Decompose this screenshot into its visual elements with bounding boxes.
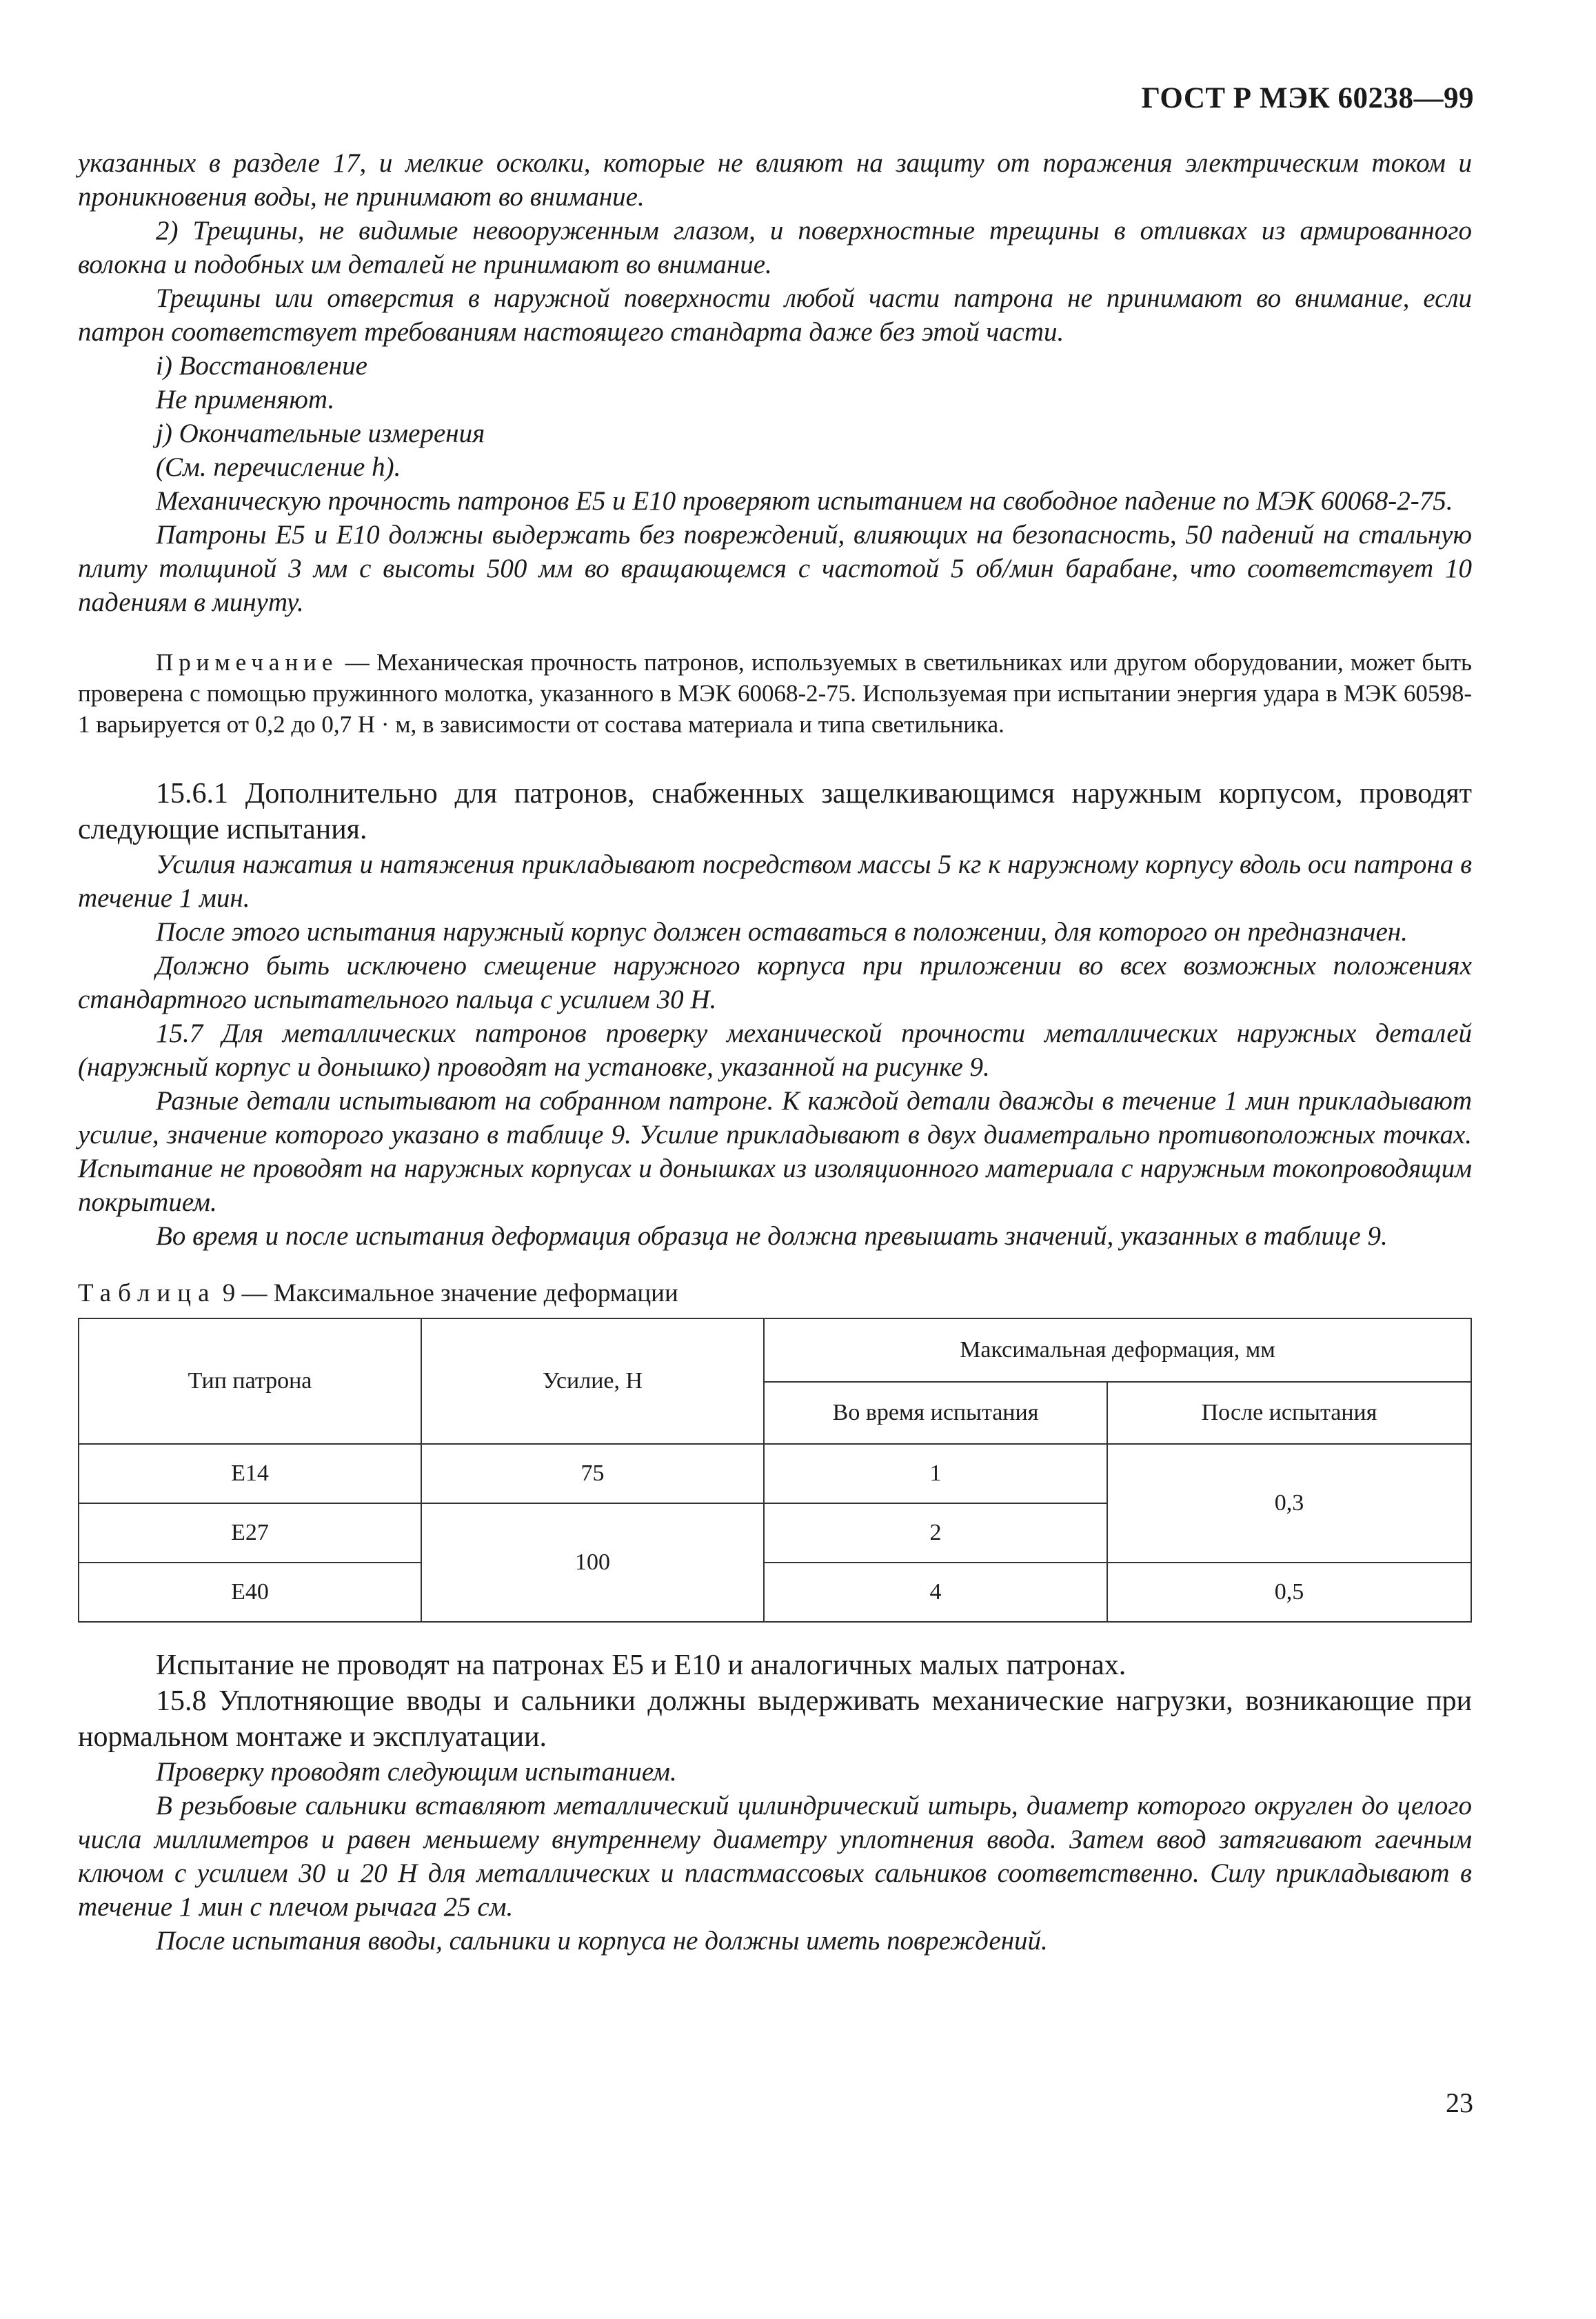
table-row — [79, 1444, 1471, 1503]
header-max-deformation: Максимальная деформация, мм — [764, 1318, 1471, 1382]
cell-during: 1 — [764, 1444, 1107, 1503]
cell-during: 2 — [764, 1503, 1107, 1563]
table-caption-label: Таблица — [78, 1279, 216, 1307]
note-label: Примечание — [156, 649, 339, 676]
paragraph: Разные детали испытывают на собранном патроне. К каждой детали дважды в течение 1 мин прикладывают усилие, значение которого указано в таблице 9. Усилие прикладывают в двух диаметрально противоположных точках. Испытание не проводят на наружных корпусах и донышках из изоляционного материала с наружным токопроводящим покрытием. — [78, 1086, 1472, 1217]
paragraph: 15.7 Для металлических патронов проверку механической прочности металлических наружных деталей (наружный корпус и донышко) проводят на установке, указанной на рисунке 9. — [78, 1018, 1472, 1082]
paragraph: (См. перечисление h). — [156, 452, 401, 482]
page-number: 23 — [1446, 2087, 1473, 2118]
header-during: Во время испытания — [764, 1382, 1107, 1444]
note-text: — Механическая прочность патронов, используемых в светильниках или другом оборудовании, может быть проверена с помощью пружинного молотка, указанного в МЭК 60068-2-75. Используемая при испытании энергия удара в МЭК 60598-1 варьируется от 0,2 до 0,7 Н · м, в зависимости от состава материала и типа светильника. — [78, 649, 1472, 738]
cell-type: E27 — [79, 1503, 421, 1563]
table-caption — [78, 1278, 1472, 1309]
paragraph: В резьбовые сальники вставляют металлический цилиндрический штырь, диаметр которого округлен до целого числа миллиметров и равен меньшему внутреннему диаметру уплотнения ввода. Затем ввод затягивают гаечным ключом с усилием 30 и 20 Н для металлических и пластмассовых сальников соответственно. Силу прикладывают в течение 1 мин с плечом рычага 25 см. — [78, 1791, 1472, 1922]
paragraph: Должно быть исключено смещение наружного корпуса при приложении во всех возможных положениях стандартного испытательного пальца с усилием 30 Н. — [78, 951, 1472, 1014]
document-header: ГОСТ Р МЭК 60238—99 — [1141, 82, 1474, 114]
cell-force: 100 — [421, 1503, 764, 1622]
cell-type: E14 — [79, 1444, 421, 1503]
paragraph: Усилия нажатия и натяжения прикладывают посредством массы 5 кг к наружному корпусу вдоль оси патрона в течение 1 мин. — [78, 850, 1472, 913]
header-after: После испытания — [1107, 1382, 1471, 1444]
cell-type: E40 — [79, 1563, 421, 1622]
list-item-heading: i) Восстановление — [156, 351, 367, 381]
deformation-table — [78, 1318, 1472, 1623]
header-force: Усилие, Н — [421, 1318, 764, 1444]
paragraph: Патроны E5 и E10 должны выдержать без повреждений, влияющих на безопасность, 50 падений на стальную плиту толщиной 3 мм с высоты 500 мм во вращающемся с частотой 5 об/мин барабане, что соответствует 10 падениям в минуту. — [78, 520, 1472, 617]
cell-after: 0,3 — [1107, 1444, 1471, 1563]
paragraph: Во время и после испытания деформация образца не должна превышать значений, указанных в таблице 9. — [156, 1221, 1388, 1251]
section-heading: 15.6.1 Дополнительно для патронов, снабженных защелкивающимся наружным корпусом, проводят следующие испытания. — [78, 778, 1472, 845]
paragraph: Трещины или отверстия в наружной поверхности любой части патрона не принимают во внимание, если патрон соответствует требованиям настоящего стандарта даже без этой части. — [78, 283, 1472, 347]
note — [78, 647, 1472, 740]
list-item-heading: j) Окончательные измерения — [156, 419, 485, 448]
cell-during: 4 — [764, 1563, 1107, 1622]
table-caption-text: 9 — Максимальное значение деформации — [216, 1279, 678, 1307]
paragraph: Не применяют. — [156, 385, 335, 414]
section-heading: 15.8 Уплотняющие вводы и сальники должны выдерживать механические нагрузки, возникающие при нормальном монтаже и эксплуатации. — [78, 1685, 1472, 1753]
paragraph: 2) Трещины, не видимые невооруженным глазом, и поверхностные трещины в отливках из армированного волокна и подобных им деталей не принимают во внимание. — [78, 216, 1472, 279]
paragraph: После испытания вводы, сальники и корпуса не должны иметь повреждений. — [156, 1926, 1048, 1956]
table-row — [79, 1563, 1471, 1622]
cell-after: 0,5 — [1107, 1563, 1471, 1622]
paragraph: указанных в разделе 17, и мелкие осколки, которые не влияют на защиту от поражения электрическим током и проникновения воды, не принимают во внимание. — [78, 148, 1472, 212]
document-body — [78, 146, 1472, 1958]
paragraph: После этого испытания наружный корпус должен оставаться в положении, для которого он предназначен. — [156, 917, 1408, 947]
paragraph: Механическую прочность патронов E5 и E10 проверяют испытанием на свободное падение по МЭК 60068-2-75. — [156, 486, 1453, 516]
cell-force: 75 — [421, 1444, 764, 1503]
table-header-row — [79, 1318, 1471, 1382]
paragraph: Испытание не проводят на патронах E5 и E10 и аналогичных малых патронах. — [156, 1649, 1127, 1681]
header-type: Тип патрона — [79, 1318, 421, 1444]
paragraph: Проверку проводят следующим испытанием. — [156, 1757, 677, 1787]
